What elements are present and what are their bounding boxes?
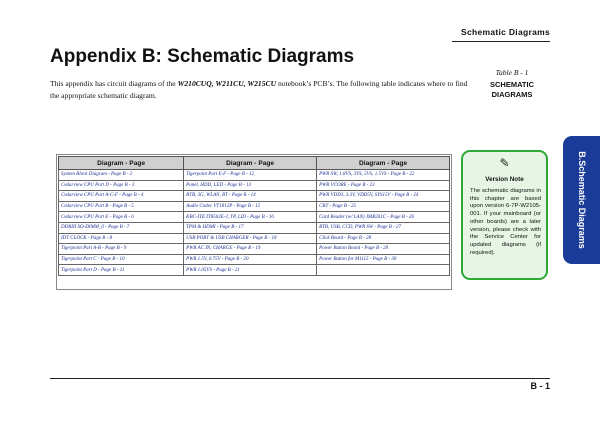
diagram-page-link[interactable]: Power Button for M1115 - Page B - 30	[317, 254, 450, 265]
diagram-page-link[interactable]: Cedarview CPU Part D - Page B - 3	[59, 180, 184, 191]
diagram-page-link[interactable]: Power Button Board - Page B - 29	[317, 244, 450, 255]
table-caption	[472, 68, 552, 100]
header-rule	[452, 41, 550, 42]
page-title: Appendix B: Schematic Diagrams	[50, 46, 355, 67]
diagram-page-link[interactable]: BTB, USB, CCD, PWR SW - Page B - 27	[317, 222, 450, 233]
table-header-cell: Diagram - Page	[184, 157, 317, 170]
diagram-page-link[interactable]: BTB, 3G, WLAN, BT - Page B - 14	[184, 191, 317, 202]
table-caption-number: Table B - 1	[495, 68, 529, 77]
side-tab[interactable]	[563, 136, 600, 264]
table-row	[59, 222, 450, 233]
intro-paragraph	[50, 78, 468, 102]
table-caption-name: SCHEMATIC DIAGRAMS	[489, 80, 535, 99]
diagram-page-link[interactable]: PWR SW, 1.8VS, 3VS, 5VS, 1.5VS - Page B - 22	[317, 170, 450, 181]
table-row	[59, 180, 450, 191]
diagram-page-link[interactable]: PWR 1.05VS - Page B - 21	[184, 265, 317, 276]
table-header-cell: Diagram - Page	[317, 157, 450, 170]
diagram-page-link[interactable]: Card Reader (w/ LAN) JMB261C - Page B - 26	[317, 212, 450, 223]
table-row	[59, 201, 450, 212]
table-row	[59, 244, 450, 255]
table-row	[59, 233, 450, 244]
diagram-page-link[interactable]: Tigerpoint Part C - Page B - 10	[59, 254, 184, 265]
diagram-page-link[interactable]: PWR VDD3, 3.3V, VDD5V, SYS15V - Page B - 24	[317, 191, 450, 202]
schematic-diagrams-table	[58, 156, 450, 276]
diagram-page-link[interactable]: Cedarview CPU Part E - Page B - 6	[59, 212, 184, 223]
intro-model-names: W210CUQ, W211CU, W215CU	[177, 79, 277, 88]
diagram-page-link[interactable]: Tigerpoint Part E-F - Page B - 12	[184, 170, 317, 181]
diagram-page-link[interactable]: Cedarview CPU Part B - Page B - 5	[59, 201, 184, 212]
version-note-body: The schematic diagrams in this chapter are based upon version 6-7P-W2105-001. If your mainboard (or other boards) are a later version, please check with the Service Center for updated diagrams (if required).	[470, 188, 541, 256]
version-note-box	[461, 150, 548, 280]
diagram-page-link[interactable]: System Block Diagram - Page B - 2	[59, 170, 184, 181]
diagram-page-link[interactable]: Audio Codec VT1812P - Page B - 15	[184, 201, 317, 212]
table-row	[59, 191, 450, 202]
diagram-page-link[interactable]: Click Board - Page B - 28	[317, 233, 450, 244]
footer-rule	[50, 378, 550, 379]
table-row	[59, 254, 450, 265]
diagram-page-link[interactable]: CRT - Page B - 25	[317, 201, 450, 212]
table-row	[59, 212, 450, 223]
table-row	[59, 265, 450, 276]
table-header-cell: Diagram - Page	[59, 157, 184, 170]
intro-text-after: notebook’s PCB’s. The following table indicates where to find the appropriate schematic diagram.	[50, 79, 468, 100]
diagram-page-link[interactable]: Tigerpoint Part D - Page B - 11	[59, 265, 184, 276]
side-tab-label: B.Schematic Diagrams	[576, 151, 587, 249]
diagram-page-link	[317, 265, 450, 276]
diagram-page-link[interactable]: USB PORT & USB CHARGER - Page B - 18	[184, 233, 317, 244]
diagram-page-link[interactable]: TPM & HDMI - Page B - 17	[184, 222, 317, 233]
page-number: B - 1	[530, 381, 550, 391]
diagram-page-link[interactable]: PWR AC IN, CHARGE - Page B - 19	[184, 244, 317, 255]
header-section-title: Schematic Diagrams	[460, 27, 550, 37]
diagram-page-link[interactable]: Cedarview CPU Part A-C-F - Page B - 4	[59, 191, 184, 202]
diagram-page-link[interactable]: KBC-ITE IT8502E-J, TP, LID - Page B - 16	[184, 212, 317, 223]
diagram-page-link[interactable]: Panel, HDD, LED - Page B - 13	[184, 180, 317, 191]
table-row	[59, 170, 450, 181]
version-note-title: Version Note	[485, 176, 524, 183]
diagram-page-link[interactable]: IDT CLOCK - Page B - 8	[59, 233, 184, 244]
intro-text-before: This appendix has circuit diagrams of the	[50, 79, 178, 88]
diagram-page-link[interactable]: PWR VCORE - Page B - 23	[317, 180, 450, 191]
diagram-page-link[interactable]: Tigerpoint Part A-B - Page B - 9	[59, 244, 184, 255]
diagram-page-link[interactable]: DDRIII SO-DIMM_0 - Page B - 7	[59, 222, 184, 233]
table-header-row	[59, 157, 450, 170]
diagram-page-link[interactable]: PWR 1.5V, 0.75V - Page B - 20	[184, 254, 317, 265]
table-body	[59, 170, 450, 276]
pencil-icon: ✎	[499, 156, 510, 170]
